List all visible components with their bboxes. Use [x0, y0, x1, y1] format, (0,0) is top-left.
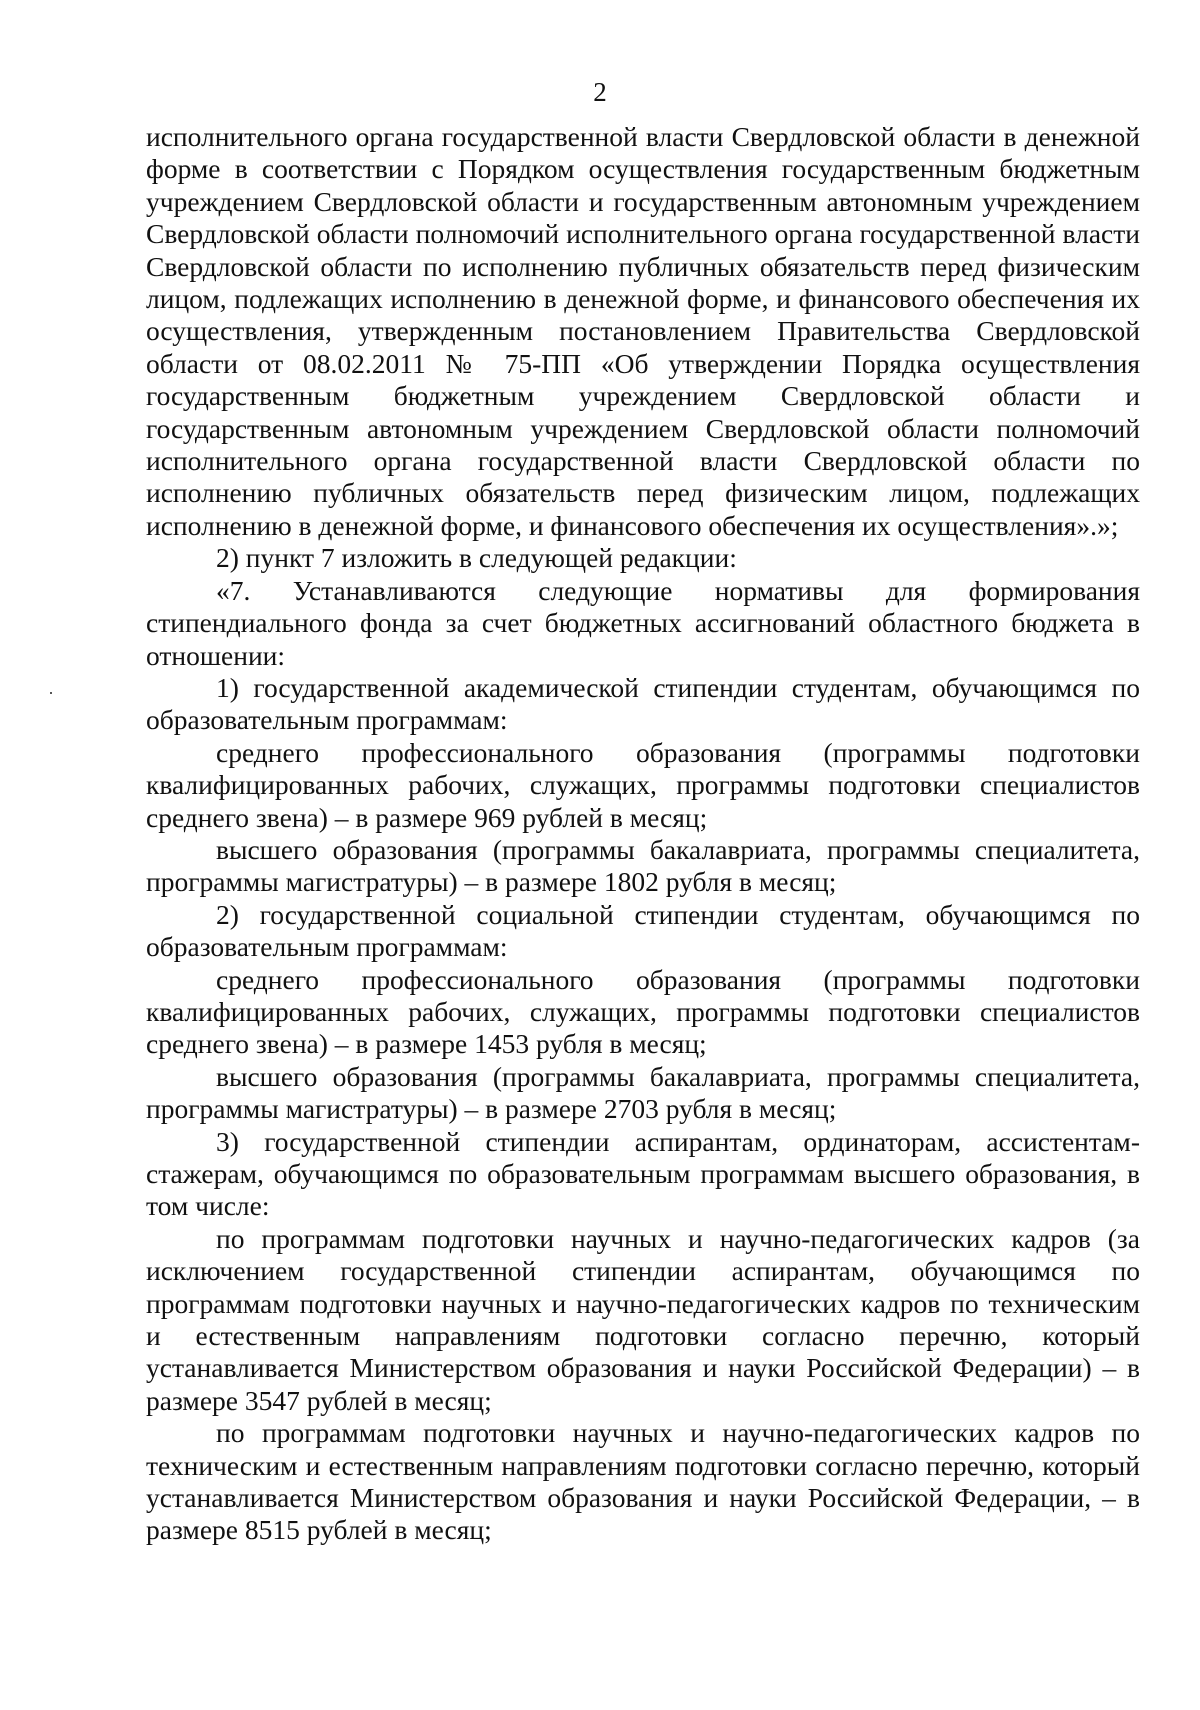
paragraph-academic-vo: высшего образования (программы бакалавриата, программы специалитета, программы магистратуры) – в размере 1802 рубля в месяц;: [146, 833, 1140, 898]
scan-speck: [50, 692, 52, 694]
paragraph-continuation: исполнительного органа государственной власти Свердловской области в денежной форме в соответствии с Порядком осуществления государственным бюджетным учреждением Свердловской области и государственным автономным учреждением Свердловской области полномочий исполнительного органа государственной власти Свердловской области по исполнению публичных обязательств перед физическим лицом, подлежащих исполнению в денежной форме, и финансового обеспечения их осуществления, утвержденным постановлением Правительства Свердловской области от 08.02.2011 № 75-ПП «Об утверждении Порядка осуществления государственным бюджетным учреждением Свердловской области и государственным автономным учреждением Свердловской области полномочий исполнительного органа государственной власти Свердловской области по исполнению публичных обязательств перед физическим лицом, подлежащих исполнению в денежной форме, и финансового обеспечения их осуществления».»;: [146, 121, 1140, 541]
document-body: [146, 121, 1140, 1547]
paragraph-postgrad-technical: по программам подготовки научных и научно-педагогических кадров по техническим и естественным направлениям подготовки согласно перечню, который устанавливается Министерством образования и науки Российской Федерации, – в размере 8515 рублей в месяц;: [146, 1417, 1140, 1546]
paragraph-social-vo: высшего образования (программы бакалавриата, программы специалитета, программы магистратуры) – в размере 2703 рубля в месяц;: [146, 1060, 1140, 1125]
paragraph-social-stipend: 2) государственной социальной стипендии студентам, обучающимся по образовательным программам:: [146, 898, 1140, 963]
paragraph-item-2: 2) пункт 7 изложить в следующей редакции:: [216, 542, 737, 574]
paragraph-postgrad-general: по программам подготовки научных и научно-педагогических кадров (за исключением государственной стипендии аспирантам, обучающимся по программам подготовки научных и научно-педагогических кадров по техническим и естественным направлениям подготовки согласно перечню, который устанавливается Министерством образования и науки Российской Федерации) – в размере 3547 рублей в месяц;: [146, 1222, 1140, 1416]
paragraph-social-spo: среднего профессионального образования (программы подготовки квалифицированных рабочих, служащих, программы подготовки специалистов среднего звена) – в размере 1453 рубля в месяц;: [146, 963, 1140, 1060]
paragraph-academic-spo: среднего профессионального образования (программы подготовки квалифицированных рабочих, служащих, программы подготовки специалистов среднего звена) – в размере 969 рублей в месяц;: [146, 736, 1140, 833]
paragraph-academic-stipend: 1) государственной академической стипендии студентам, обучающимся по образовательным программам:: [146, 671, 1140, 736]
paragraph-postgrad-stipend: 3) государственной стипендии аспирантам, ординаторам, ассистентам-стажерам, обучающимся по образовательным программам высшего образования, в том числе:: [146, 1125, 1140, 1222]
page-number: 2: [593, 77, 607, 107]
paragraph-clause-7: «7. Устанавливаются следующие нормативы для формирования стипендиального фонда за счет бюджетных ассигнований областного бюджета в отношении:: [146, 574, 1140, 671]
